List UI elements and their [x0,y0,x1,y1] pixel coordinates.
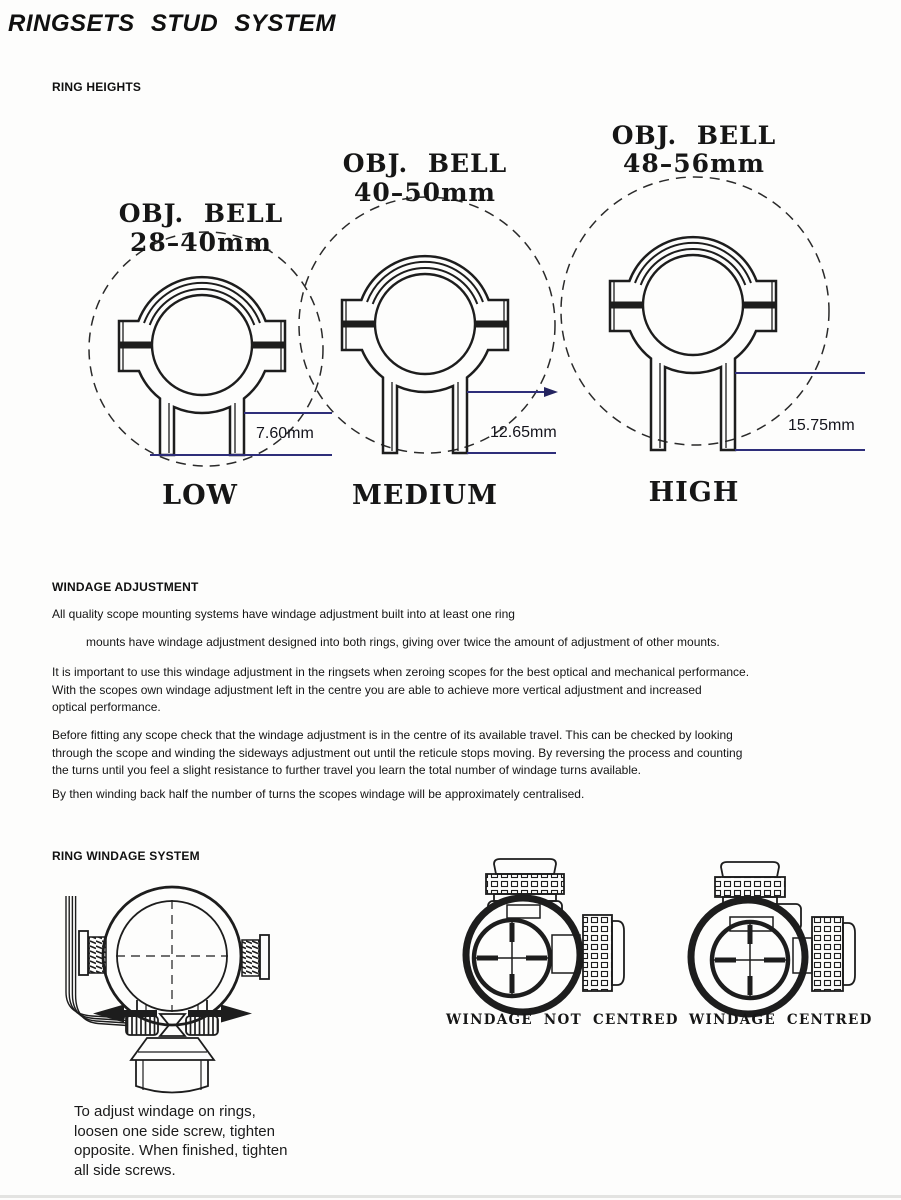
scope-view-centred [663,853,863,1023]
paragraph-line: through the scope and winding the sideways adjustment out until the reticule stops moving. By reversing the process and counting [52,745,743,760]
clamp-split-band [610,302,643,309]
bell-circle-medium [299,197,555,453]
ring-bore [643,255,743,355]
side-screw-right [242,935,269,979]
paragraph-line: It is important to use this windage adjustment in the ringsets when zeroing scopes for the best optical and mechanical performance. [52,665,750,679]
side-screw-left [79,931,106,975]
size-label-medium: MEDIUM [352,480,498,511]
page-title: RINGSETS STUD SYSTEM [8,10,337,37]
scope-view-not-centred [450,853,635,1023]
paragraph-line: All quality scope mounting systems have windage adjustment built into at least one ring [52,607,515,621]
reticle-centred [712,922,788,998]
windage-nut-right [186,1016,218,1035]
size-label-high: HIGH [648,477,740,508]
windage-turret [812,917,855,991]
windage-turret [583,915,624,991]
ring-windage-diagram [40,868,360,1108]
measure-line-medium [467,392,556,453]
measure-arrow-icon [544,387,558,397]
ring-heights-figure [0,0,901,560]
clamp-split-band [119,342,152,349]
scan-edge-artifact [0,1195,901,1198]
height-value-medium: 12.65mm [490,424,557,441]
clamp-split-band [342,321,375,328]
windage-nut-left [126,1016,158,1035]
section-heading-ring-heights: RING HEIGHTS [52,80,142,94]
size-labels [162,477,739,511]
paragraph [52,664,749,717]
paragraph-line-indented: mounts have windage adjustment designed into both rings, giving over twice the amount of adjustment of other mounts. [86,635,720,649]
ring-bore [375,274,475,374]
bell-labels [119,121,777,257]
instruction-line: To adjust windage on rings, [74,1103,256,1120]
paragraph-line: optical performance. [52,700,161,714]
clamp-split-band [475,321,508,328]
section-heading-ring-windage-system: RING WINDAGE SYSTEM [52,849,200,863]
size-label-low: LOW [162,480,238,511]
reticle-offset [474,920,550,996]
paragraph-line: Before fitting any scope check that the windage adjustment is in the centre of its available travel. This can be checked by looking [52,728,733,742]
paragraph-line: With the scopes own windage adjustment left in the centre you are able to achieve more vertical adjustment and increased [52,682,702,697]
bell-label-medium-line2: 40–50mm [354,178,496,207]
paragraph-line: the turns until you feel a slight resistance to further travel you learn the total number of windage turns available. [52,763,641,777]
bell-label-medium-line1: OBJ. BELL [342,149,508,178]
caption-windage-not-centred: WINDAGE NOT CENTRED [446,1012,679,1028]
bell-label-high-line2: 48–56mm [623,149,765,178]
bell-circle-high [561,177,829,445]
ring-bore [152,295,252,395]
section-heading-windage-adjustment: WINDAGE ADJUSTMENT [52,580,199,594]
ring-diagram-high [610,237,776,450]
measure-line-high [735,373,865,450]
paragraph [52,727,742,780]
height-value-high: 15.75mm [788,417,855,434]
height-value-low: 7.60mm [256,425,314,442]
bell-label-low-line1: OBJ. BELL [118,199,284,228]
mount-base [131,1038,214,1093]
clamp-split-band [252,342,285,349]
bell-label-low-line2: 28–40mm [130,228,272,257]
caption-windage-centred: WINDAGE CENTRED [689,1012,873,1028]
instruction-line: all side screws. [74,1161,176,1179]
windage-instruction [74,1102,287,1180]
paragraph-line: By then winding back half the number of turns the scopes windage will be approximately centralised. [52,787,585,801]
clamp-split-band [743,302,776,309]
instruction-line: loosen one side screw, tighten [74,1122,275,1140]
instruction-line: opposite. When finished, tighten [74,1142,288,1159]
bell-label-high-line1: OBJ. BELL [611,121,777,150]
ring-diagram-medium [342,256,508,453]
